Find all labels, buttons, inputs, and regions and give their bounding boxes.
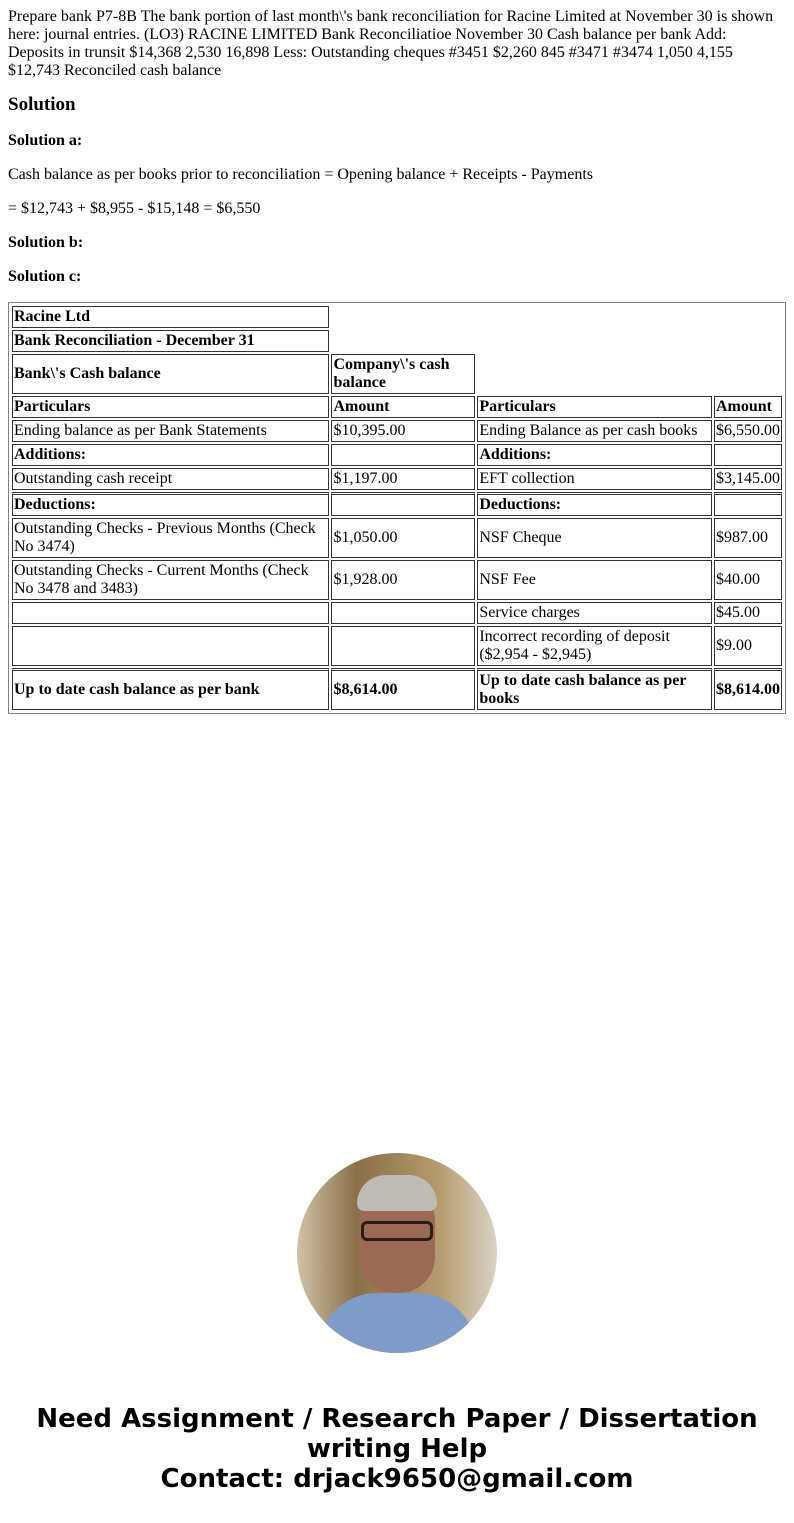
table-cell: $6,550.00 <box>714 420 782 442</box>
company-header: Company\'s cash balance <box>331 354 475 394</box>
table-row <box>12 492 782 516</box>
table-cell: NSF Fee <box>477 560 712 600</box>
bank-reconciliation-table <box>8 302 786 714</box>
table-cell: Additions: <box>477 444 712 466</box>
table-cell <box>331 492 475 516</box>
author-photo <box>297 1153 497 1353</box>
solution-c-label: Solution c: <box>8 268 82 285</box>
table-row <box>12 602 782 624</box>
column-headers: Particulars Amount Particulars Amount <box>12 396 782 418</box>
table-cell: Deductions: <box>477 492 712 516</box>
footer-promo <box>0 1404 794 1494</box>
solution-a-line1: Cash balance as per books prior to reconciliation = Opening balance + Receipts - Payments <box>8 166 593 183</box>
bank-header: Bank\'s Cash balance <box>12 354 329 394</box>
table-cell <box>714 492 782 516</box>
table-cell <box>331 444 475 466</box>
table-cell: Outstanding Checks - Previous Months (Check No 3474) <box>12 518 329 558</box>
table-cell <box>12 626 329 666</box>
table-cell <box>12 602 329 624</box>
table-cell: $10,395.00 <box>331 420 475 442</box>
table-cell: $1,197.00 <box>331 468 475 490</box>
table-row <box>12 668 782 710</box>
solution-a-line2: = $12,743 + $8,955 - $15,148 = $6,550 <box>8 200 261 217</box>
table-row <box>12 518 782 558</box>
question-text: Prepare bank P7-8B The bank portion of last month\'s bank reconciliation for Racine Limited at November 30 is shown here: journal entries. (LO3) RACINE LIMITED Bank Reconciliatioe November 30 Cash balance per bank Add: Deposits in trunsit $14,368 2,530 16,898 Less: Outstanding cheques #3451 $2,260 845 #3471 #3474 1,050 4,155 $12,743 Reconciled cash balance <box>8 8 774 79</box>
table-title: Racine Ltd <box>12 306 329 328</box>
table-cell: $40.00 <box>714 560 782 600</box>
table-cell: Incorrect recording of deposit ($2,954 - $2,945) <box>477 626 712 666</box>
table-row <box>12 468 782 490</box>
footer-contact: Contact: drjack9650@gmail.com <box>160 1464 634 1494</box>
table-cell: Up to date cash balance as per books <box>477 668 712 710</box>
table-cell: Ending balance as per Bank Statements <box>12 420 329 442</box>
table-cell <box>714 444 782 466</box>
table-row <box>12 560 782 600</box>
table-cell: NSF Cheque <box>477 518 712 558</box>
table-cell: Ending Balance as per cash books <box>477 420 712 442</box>
table-cell: Additions: <box>12 444 329 466</box>
solution-b-label: Solution b: <box>8 234 84 251</box>
footer-line1: Need Assignment / Research Paper / Dissertation writing Help <box>36 1404 758 1464</box>
table-cell: $1,928.00 <box>331 560 475 600</box>
table-cell: $1,050.00 <box>331 518 475 558</box>
table-cell: Service charges <box>477 602 712 624</box>
table-row <box>12 420 782 442</box>
table-cell: $8,614.00 <box>714 668 782 710</box>
table-cell: $987.00 <box>714 518 782 558</box>
table-cell <box>331 626 475 666</box>
table-cell: $9.00 <box>714 626 782 666</box>
table-cell: $8,614.00 <box>331 668 475 710</box>
table-cell: Deductions: <box>12 492 329 516</box>
table-cell: $3,145.00 <box>714 468 782 490</box>
solution-a-label: Solution a: <box>8 132 83 149</box>
table-cell: Outstanding Checks - Current Months (Check No 3478 and 3483) <box>12 560 329 600</box>
solution-heading: Solution <box>8 94 76 115</box>
table-row <box>12 626 782 666</box>
table-cell: Up to date cash balance as per bank <box>12 668 329 710</box>
table-subtitle: Bank Reconciliation - December 31 <box>12 330 329 352</box>
table-cell: Outstanding cash receipt <box>12 468 329 490</box>
table-row <box>12 444 782 466</box>
table-cell: $45.00 <box>714 602 782 624</box>
table-cell <box>331 602 475 624</box>
table-cell: EFT collection <box>477 468 712 490</box>
